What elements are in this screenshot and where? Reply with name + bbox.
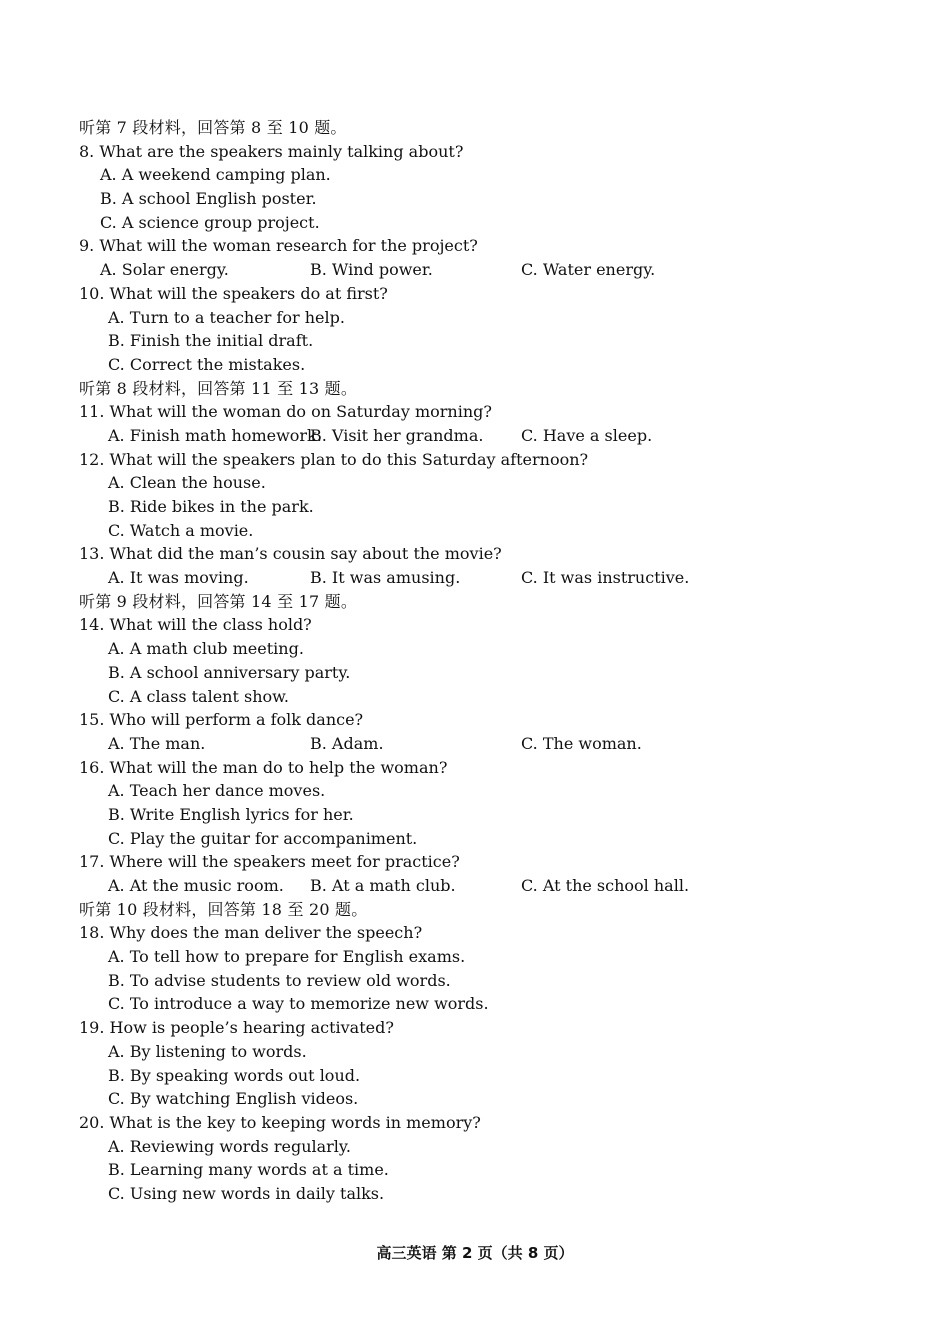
question-14-option-a: A. A math club meeting. <box>108 639 304 659</box>
question-15-stem: 15. Who will perform a folk dance? <box>79 710 364 730</box>
question-20-option-b: B. Learning many words at a time. <box>108 1160 389 1180</box>
question-8-option-c: C. A science group project. <box>100 212 320 232</box>
question-14-option-b: B. A school anniversary party. <box>108 662 351 682</box>
question-9-option-a: A. Solar energy. <box>100 260 229 280</box>
question-15-options <box>79 732 879 756</box>
question-10-option-a: A. Turn to a teacher for help. <box>108 307 345 327</box>
question-16-option-c: C. Play the guitar for accompaniment. <box>108 828 418 848</box>
question-20-option-c: C. Using new words in daily talks. <box>108 1183 385 1203</box>
question-10-stem: 10. What will the speakers do at first? <box>79 283 388 303</box>
question-11-options <box>79 424 879 448</box>
question-13-option-b: B. It was amusing. <box>310 568 461 588</box>
question-9-option-c: C. Water energy. <box>521 260 656 280</box>
question-11-stem: 11. What will the woman do on Saturday morning? <box>79 402 492 422</box>
question-8-option-b: B. A school English poster. <box>100 189 317 209</box>
question-17-option-a: A. At the music room. <box>108 876 284 895</box>
question-12-stem: 12. What will the speakers plan to do this Saturday afternoon? <box>79 449 589 469</box>
question-16-option-b: B. Write English lyrics for her. <box>108 804 354 824</box>
question-15-option-c: C. The woman. <box>521 733 642 753</box>
question-14-option-c: C. A class talent show. <box>108 686 290 706</box>
question-20-stem: 20. What is the key to keeping words in memory? <box>79 1112 481 1132</box>
section-header-10: 听第 10 段材料，回答第 18 至 20 题。 <box>79 899 368 919</box>
question-13-option-c: C. It was instructive. <box>521 568 690 588</box>
question-19-option-c: C. By watching English videos. <box>108 1089 359 1109</box>
question-16-option-a: A. Teach her dance moves. <box>108 781 326 801</box>
question-8-stem: 8. What are the speakers mainly talking about? <box>79 141 464 161</box>
question-19-option-a: A. By listening to words. <box>108 1041 307 1061</box>
question-11-option-b: B. Visit her grandma. <box>310 425 484 445</box>
question-17-stem: 17. Where will the speakers meet for practice? <box>79 852 460 872</box>
question-9-options <box>79 258 879 282</box>
question-9-option-b: B. Wind power. <box>310 260 433 280</box>
question-17-options <box>79 874 879 898</box>
question-13-stem: 13. What did the man’s cousin say about the movie? <box>79 544 502 564</box>
question-16-stem: 16. What will the man do to help the woman? <box>79 757 448 777</box>
question-10-option-c: C. Correct the mistakes. <box>108 354 306 374</box>
question-19-stem: 19. How is people’s hearing activated? <box>79 1018 394 1038</box>
question-9-stem: 9. What will the woman research for the project? <box>79 236 478 256</box>
section-header-7: 听第 7 段材料，回答第 8 至 10 题。 <box>79 118 347 137</box>
question-15-option-b: B. Adam. <box>310 733 384 753</box>
question-14-stem: 14. What will the class hold? <box>79 615 312 635</box>
question-10-option-b: B. Finish the initial draft. <box>108 331 314 351</box>
question-19-option-b: B. By speaking words out loud. <box>108 1065 361 1085</box>
question-18-stem: 18. Why does the man deliver the speech? <box>79 923 423 943</box>
question-12-option-c: C. Watch a movie. <box>108 520 254 540</box>
section-header-8: 听第 8 段材料，回答第 11 至 13 题。 <box>79 378 358 398</box>
exam-content <box>79 116 879 1206</box>
question-12-option-b: B. Ride bikes in the park. <box>108 497 314 516</box>
question-17-option-c: C. At the school hall. <box>521 876 690 895</box>
question-12-option-a: A. Clean the house. <box>108 473 266 493</box>
question-18-option-c: C. To introduce a way to memorize new words. <box>108 994 489 1014</box>
question-17-option-b: B. At a math club. <box>310 876 456 895</box>
question-11-option-c: C. Have a sleep. <box>521 425 653 445</box>
question-8-option-a: A. A weekend camping plan. <box>100 165 331 185</box>
question-20-option-a: A. Reviewing words regularly. <box>108 1136 351 1156</box>
page-footer: 高三英语 第 2 页（共 8 页） <box>376 1244 574 1262</box>
section-header-9: 听第 9 段材料，回答第 14 至 17 题。 <box>79 591 358 611</box>
question-13-options <box>79 566 879 590</box>
question-18-option-a: A. To tell how to prepare for English exams. <box>108 947 466 967</box>
question-11-option-a: A. Finish math homework. <box>108 425 322 445</box>
question-18-option-b: B. To advise students to review old words. <box>108 970 451 990</box>
question-13-option-a: A. It was moving. <box>108 568 249 588</box>
question-15-option-a: A. The man. <box>108 733 206 753</box>
